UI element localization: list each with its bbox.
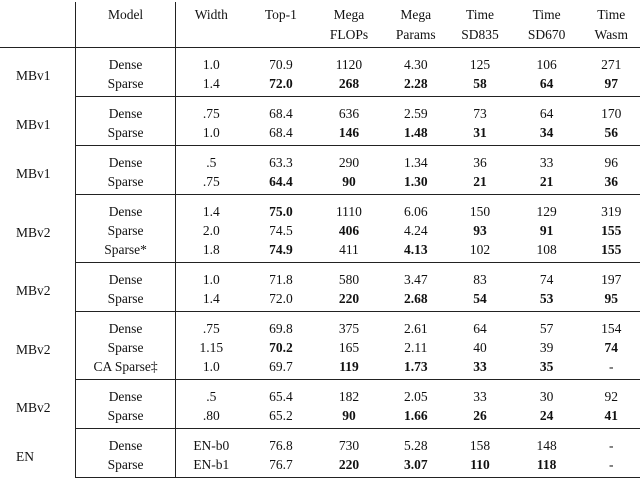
sd670-cell: 35	[511, 357, 583, 380]
sd835-cell: 102	[449, 240, 510, 263]
table-row	[0, 123, 640, 146]
width-cell: 1.4	[202, 204, 220, 219]
flops-cell: 1110	[335, 204, 362, 219]
sd835-cell: 40	[473, 340, 487, 355]
width-cell: .80	[176, 406, 246, 429]
model-cell: Dense	[75, 101, 176, 123]
table-row	[0, 289, 640, 312]
sd670-cell: 30	[539, 389, 554, 404]
flops-cell: 165	[338, 340, 360, 355]
width-cell: EN-b0	[193, 438, 230, 453]
top1-cell: 65.4	[269, 389, 293, 404]
params-cell: 2.61	[403, 321, 428, 336]
wasm-cell: 95	[583, 289, 640, 312]
params-cell: 2.59	[403, 106, 428, 121]
params-cell: 2.11	[404, 340, 428, 355]
sd835-cell: 33	[473, 389, 487, 404]
group-label: MBv1	[0, 52, 75, 97]
width-cell: 1.8	[176, 240, 246, 263]
wasm-cell: 271	[601, 57, 622, 72]
table-row	[0, 221, 640, 240]
table-body	[0, 48, 640, 478]
flops-cell: 636	[338, 106, 360, 121]
header-row	[0, 2, 640, 48]
group-label: MBv1	[0, 150, 75, 195]
wasm-cell: 97	[583, 74, 640, 97]
wasm-cell: 96	[604, 155, 618, 170]
wasm-cell: 56	[583, 123, 640, 146]
flops-cell: 220	[316, 455, 383, 478]
group-label: MBv2	[0, 316, 75, 380]
sd670-cell: 24	[511, 406, 583, 429]
flops-cell: 220	[316, 289, 383, 312]
model-cell: Sparse	[75, 123, 176, 146]
model-cell: Dense	[75, 384, 176, 406]
sd670-cell: 64	[511, 74, 583, 97]
sd835-cell: 110	[449, 455, 510, 478]
table-row	[0, 52, 640, 74]
header-width: Width	[176, 2, 246, 48]
width-cell: 1.4	[176, 289, 246, 312]
flops-cell: 406	[338, 223, 360, 238]
top1-cell: 68.4	[269, 106, 293, 121]
top1-cell: 76.8	[269, 438, 293, 453]
params-cell: 4.30	[403, 57, 428, 72]
sd670-cell: 57	[539, 321, 554, 336]
flops-cell: 290	[338, 155, 360, 170]
top1-cell: 69.8	[269, 321, 293, 336]
top1-cell: 70.9	[269, 57, 293, 72]
table-row	[0, 172, 640, 195]
model-cell: CA Sparse‡	[75, 357, 176, 380]
params-cell: 1.30	[382, 172, 449, 195]
flops-cell: 268	[316, 74, 383, 97]
wasm-cell: 170	[601, 106, 622, 121]
wasm-cell: -	[583, 455, 640, 478]
params-cell: 1.48	[382, 123, 449, 146]
wasm-cell: 155	[583, 240, 640, 263]
model-cell: Dense	[75, 52, 176, 74]
top1-cell: 74.9	[246, 240, 315, 263]
sd835-cell: 73	[473, 106, 487, 121]
top1-cell: 68.4	[246, 123, 315, 146]
model-cell: Sparse	[75, 289, 176, 312]
group-label: MBv2	[0, 199, 75, 263]
params-cell: 2.05	[403, 389, 428, 404]
table-row	[0, 384, 640, 406]
sd835-cell: 54	[449, 289, 510, 312]
sd835-cell: 64	[473, 321, 487, 336]
flops-cell: 1120	[335, 57, 363, 72]
wasm-cell: 154	[601, 321, 622, 336]
sd835-cell: 125	[469, 57, 491, 72]
group-label: MBv2	[0, 384, 75, 429]
top1-cell: 70.2	[269, 340, 293, 355]
width-cell: .75	[202, 321, 220, 336]
table-row	[0, 338, 640, 357]
sd670-cell: 106	[536, 57, 557, 72]
flops-cell: 730	[338, 438, 360, 453]
wasm-cell: 36	[583, 172, 640, 195]
model-cell: Dense	[75, 150, 176, 172]
width-cell: .75	[202, 106, 220, 121]
model-cell: Dense	[75, 316, 176, 338]
table-row	[0, 74, 640, 97]
top1-cell: 74.5	[269, 223, 293, 238]
wasm-cell: -	[609, 438, 614, 453]
params-cell: 3.07	[382, 455, 449, 478]
params-cell: 1.34	[403, 155, 428, 170]
sd670-cell: 53	[511, 289, 583, 312]
sd670-cell: 91	[539, 223, 554, 238]
top1-cell: 72.0	[246, 289, 315, 312]
width-cell: 1.4	[176, 74, 246, 97]
wasm-cell: 41	[583, 406, 640, 429]
sd670-cell: 34	[511, 123, 583, 146]
sd670-cell: 108	[511, 240, 583, 263]
width-cell: 2.0	[202, 223, 220, 238]
params-cell: 4.24	[403, 223, 428, 238]
header-top1: Top-1	[246, 2, 315, 48]
group-label: EN	[0, 433, 75, 478]
model-cell: Sparse	[75, 221, 176, 240]
wasm-cell: 319	[601, 204, 622, 219]
width-cell: .5	[206, 155, 217, 170]
width-cell: EN-b1	[176, 455, 246, 478]
top1-cell: 72.0	[246, 74, 315, 97]
wasm-cell: 74	[604, 340, 618, 355]
sd835-cell: 21	[449, 172, 510, 195]
flops-cell: 119	[316, 357, 383, 380]
results-table	[0, 2, 640, 478]
table-row	[0, 406, 640, 429]
header-time-sd835: Time SD835	[449, 2, 510, 48]
width-cell: 1.0	[176, 357, 246, 380]
flops-cell: 375	[338, 321, 360, 336]
wasm-cell: 155	[601, 223, 622, 238]
flops-cell: 90	[316, 406, 383, 429]
header-flops: Mega FLOPs	[316, 2, 383, 48]
sd835-cell: 93	[473, 223, 487, 238]
sd670-cell: 64	[539, 106, 554, 121]
width-cell: 1.0	[202, 57, 220, 72]
table-row	[0, 357, 640, 380]
sd670-cell: 129	[536, 204, 557, 219]
sd670-cell: 21	[511, 172, 583, 195]
model-cell: Sparse	[75, 406, 176, 429]
params-cell: 3.47	[403, 272, 428, 287]
width-cell: 1.15	[199, 340, 224, 355]
table-row	[0, 150, 640, 172]
sd835-cell: 58	[449, 74, 510, 97]
header-model: Model	[75, 2, 176, 48]
flops-cell: 182	[338, 389, 360, 404]
model-cell: Dense	[75, 199, 176, 221]
width-cell: 1.0	[202, 272, 220, 287]
sd835-cell: 33	[449, 357, 510, 380]
sd835-cell: 83	[473, 272, 487, 287]
flops-cell: 411	[316, 240, 383, 263]
params-cell: 4.13	[382, 240, 449, 263]
params-cell: 1.66	[382, 406, 449, 429]
table-row	[0, 240, 640, 263]
params-cell: 2.28	[382, 74, 449, 97]
group-label: MBv1	[0, 101, 75, 146]
group-label: MBv2	[0, 267, 75, 312]
params-cell: 6.06	[403, 204, 428, 219]
sd835-cell: 150	[469, 204, 491, 219]
sd670-cell: 74	[539, 272, 554, 287]
sd835-cell: 158	[469, 438, 491, 453]
top1-cell: 69.7	[246, 357, 315, 380]
sd670-cell: 39	[539, 340, 554, 355]
wasm-cell: -	[583, 357, 640, 380]
table-row	[0, 433, 640, 455]
model-cell: Sparse	[75, 338, 176, 357]
sd670-cell: 33	[539, 155, 554, 170]
table-row	[0, 267, 640, 289]
top1-cell: 71.8	[269, 272, 293, 287]
header-params: Mega Params	[382, 2, 449, 48]
params-cell: 2.68	[382, 289, 449, 312]
table-row	[0, 316, 640, 338]
header-time-wasm: Time Wasm	[583, 2, 640, 48]
sd670-cell: 118	[511, 455, 583, 478]
wasm-cell: 197	[601, 272, 622, 287]
model-cell: Sparse	[75, 74, 176, 97]
top1-cell: 64.4	[246, 172, 315, 195]
width-cell: 1.0	[176, 123, 246, 146]
top1-cell: 75.0	[269, 204, 293, 219]
top1-cell: 65.2	[246, 406, 315, 429]
width-cell: .5	[206, 389, 217, 404]
top1-cell: 63.3	[269, 155, 293, 170]
model-cell: Sparse*	[75, 240, 176, 263]
header-group	[0, 2, 75, 48]
width-cell: .75	[176, 172, 246, 195]
params-cell: 5.28	[403, 438, 428, 453]
flops-cell: 580	[338, 272, 360, 287]
wasm-cell: 92	[604, 389, 618, 404]
model-cell: Dense	[75, 267, 176, 289]
params-cell: 1.73	[382, 357, 449, 380]
flops-cell: 146	[316, 123, 383, 146]
sd670-cell: 148	[536, 438, 557, 453]
top1-cell: 76.7	[246, 455, 315, 478]
model-cell: Sparse	[75, 172, 176, 195]
table-row	[0, 101, 640, 123]
flops-cell: 90	[316, 172, 383, 195]
header-time-sd670: Time SD670	[511, 2, 583, 48]
table-row	[0, 199, 640, 221]
model-cell: Sparse	[75, 455, 176, 478]
sd835-cell: 36	[473, 155, 487, 170]
sd835-cell: 31	[449, 123, 510, 146]
model-cell: Dense	[75, 433, 176, 455]
table-row	[0, 455, 640, 478]
sd835-cell: 26	[449, 406, 510, 429]
